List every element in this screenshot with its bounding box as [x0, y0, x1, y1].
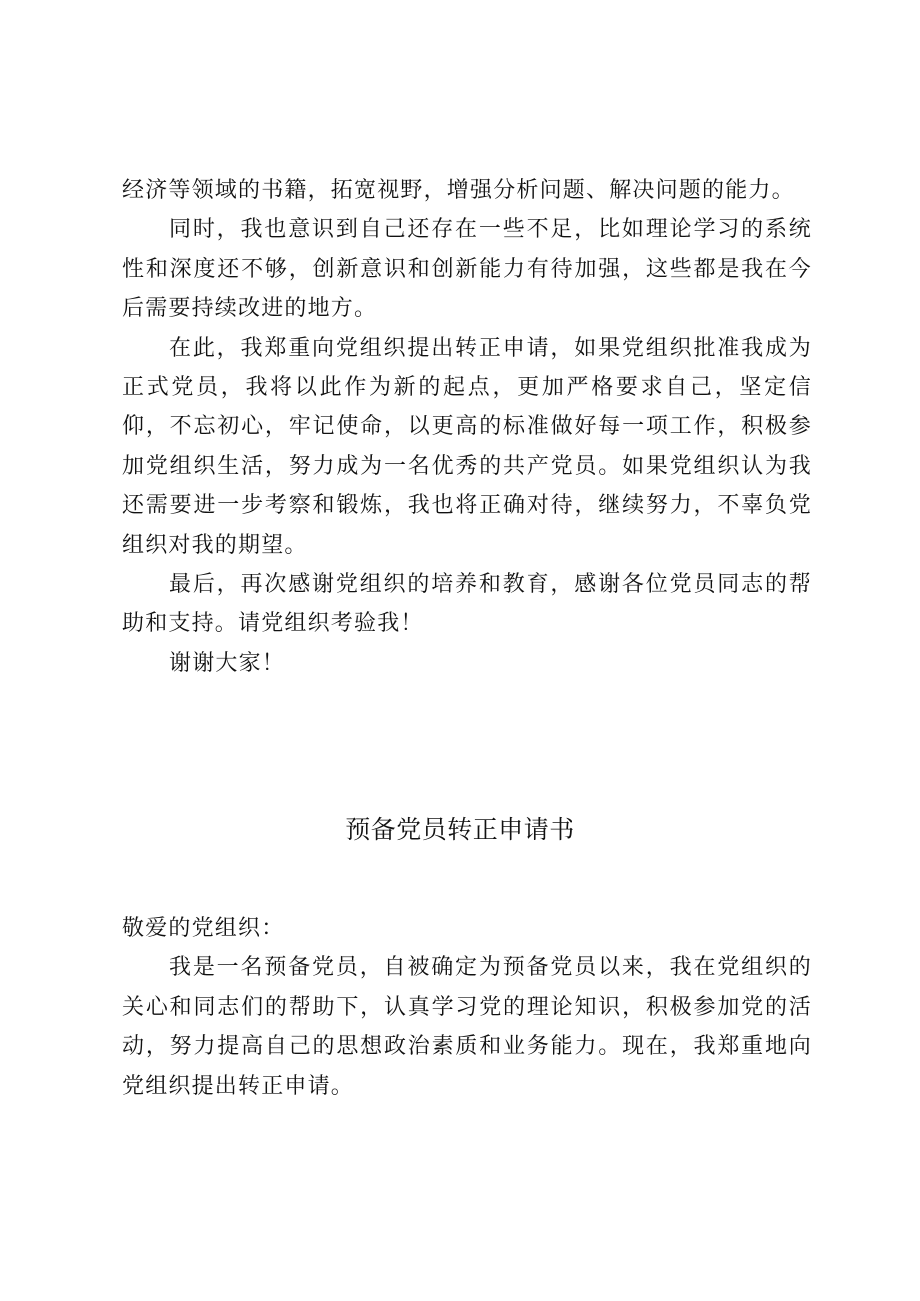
paragraph-introduction: 我是一名预备党员，自被确定为预备党员以来，我在党组织的关心和同志们的帮助下，认真学习党的理论知识，积极参加党的活动，努力提高自己的思想政治素质和业务能力。现在，我郑重地向党组织提出转正申请。: [122, 955, 812, 1099]
paragraph-application: 在此，我郑重向党组织提出转正申请，如果党组织批准我成为正式党员，我将以此作为新的起点，更加严格要求自己，坚定信仰，不忘初心，牢记使命，以更高的标准做好每一项工作，积极参加党组织生活，努力成为一名优秀的共产党员。如果党组织认为我还需要进一步考察和锻炼，我也将正确对待，继续努力，不辜负党组织对我的期望。: [122, 335, 812, 558]
document-title: 预备党员转正申请书: [345, 815, 575, 844]
application-letter: [122, 909, 812, 1106]
paragraph-thanks: 谢谢大家！: [169, 650, 286, 676]
paragraph-gratitude: 最后，再次感谢党组织的培养和教育，感谢各位党员同志的帮助和支持。请党组织考验我！: [122, 572, 812, 637]
paragraph-continuation: 经济等领域的书籍，拓宽视野，增强分析问题、解决问题的能力。: [122, 178, 795, 203]
paragraph-shortcomings: 同时，我也意识到自己还存在一些不足，比如理论学习的系统性和深度还不够，创新意识和创新能力有待加强，这些都是我在今后需要持续改进的地方。: [122, 217, 812, 322]
previous-letter-ending: [122, 171, 812, 683]
salutation: 敬爱的党组织：: [122, 916, 285, 941]
